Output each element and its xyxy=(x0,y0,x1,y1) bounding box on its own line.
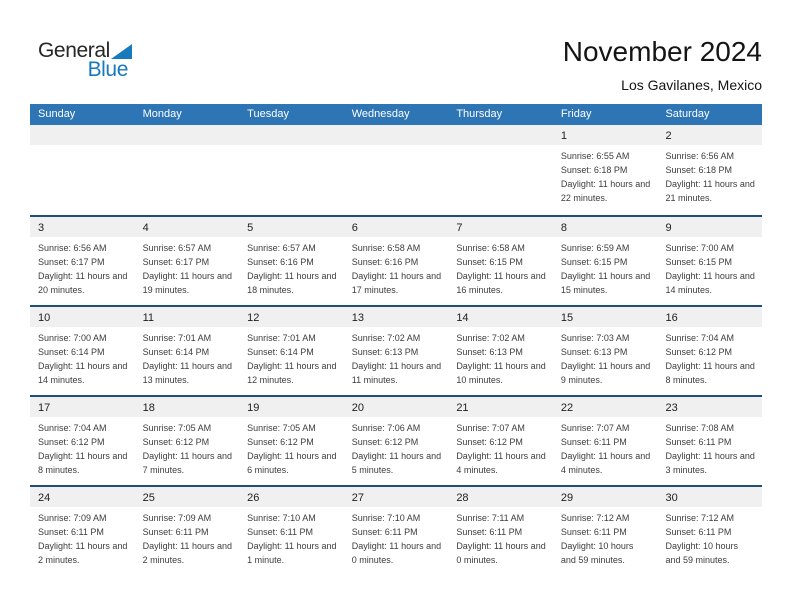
sunrise-text: Sunrise: 7:08 AM xyxy=(665,423,735,433)
day-info xyxy=(239,237,344,297)
day-number-band xyxy=(448,487,553,507)
day-cell-7 xyxy=(448,217,553,305)
day-number-band xyxy=(239,125,344,145)
sunset-text: Sunset: 6:12 PM xyxy=(38,437,105,447)
sunrise-text: Sunrise: 6:57 AM xyxy=(142,243,212,253)
day-info xyxy=(30,417,135,477)
day-cell-4 xyxy=(135,217,240,305)
day-info xyxy=(239,417,344,477)
day-info xyxy=(448,237,553,297)
sunrise-text: Sunrise: 7:04 AM xyxy=(38,423,107,433)
day-cell-11 xyxy=(135,307,240,395)
weekday-header-saturday: Saturday xyxy=(665,108,710,120)
day-number: 28 xyxy=(456,492,469,504)
calendar-table xyxy=(30,104,762,575)
sunset-text: Sunset: 6:18 PM xyxy=(665,165,733,175)
sunset-text: Sunset: 6:12 PM xyxy=(247,437,314,447)
sunset-text: Sunset: 6:13 PM xyxy=(560,347,628,357)
daylight-text: Daylight: 10 hours and 59 minutes. xyxy=(560,541,634,565)
week-row-4 xyxy=(30,395,762,485)
day-info xyxy=(553,417,658,477)
sunset-text: Sunset: 6:16 PM xyxy=(351,257,419,267)
general-blue-logo xyxy=(38,40,130,80)
day-cell-14 xyxy=(448,307,553,395)
day-cell-9 xyxy=(657,217,762,305)
sunset-text: Sunset: 6:11 PM xyxy=(560,527,627,537)
sunset-text: Sunset: 6:15 PM xyxy=(456,257,523,267)
day-info xyxy=(553,145,658,205)
daylight-text: Daylight: 11 hours and 15 minutes. xyxy=(560,271,651,295)
sunrise-text: Sunrise: 6:56 AM xyxy=(38,243,107,253)
day-number-band xyxy=(657,217,762,237)
day-cell-22 xyxy=(553,397,658,485)
day-number: 14 xyxy=(456,312,469,324)
day-number-band xyxy=(135,125,240,145)
day-cell-12 xyxy=(239,307,344,395)
week-row-5 xyxy=(30,485,762,575)
day-number-band xyxy=(135,307,240,327)
day-info xyxy=(135,237,240,297)
day-info xyxy=(657,417,762,477)
daylight-text: Daylight: 11 hours and 9 minutes. xyxy=(560,361,651,385)
sunset-text: Sunset: 6:11 PM xyxy=(38,527,104,537)
weekday-header-monday: Monday xyxy=(142,108,182,120)
day-cell-18 xyxy=(135,397,240,485)
day-info xyxy=(135,327,240,387)
day-info xyxy=(344,507,449,567)
sunrise-text: Sunrise: 7:10 AM xyxy=(351,513,421,523)
daylight-text: Daylight: 11 hours and 5 minutes. xyxy=(351,451,442,475)
daylight-text: Daylight: 11 hours and 0 minutes. xyxy=(456,541,546,565)
sunset-text: Sunset: 6:11 PM xyxy=(142,527,209,537)
sunset-text: Sunset: 6:14 PM xyxy=(247,347,314,357)
day-cell-empty xyxy=(135,125,240,215)
day-number: 1 xyxy=(560,130,568,142)
sunrise-text: Sunrise: 7:12 AM xyxy=(560,513,630,523)
week-row-2 xyxy=(30,215,762,305)
daylight-text: Daylight: 11 hours and 16 minutes. xyxy=(456,271,546,295)
day-number-band xyxy=(344,217,449,237)
day-number: 20 xyxy=(351,402,364,414)
day-number: 2 xyxy=(665,130,672,142)
day-number-band xyxy=(239,487,344,507)
day-number: 26 xyxy=(247,492,260,504)
day-info xyxy=(448,417,553,477)
day-cell-26 xyxy=(239,487,344,575)
sunset-text: Sunset: 6:18 PM xyxy=(560,165,628,175)
sunset-text: Sunset: 6:12 PM xyxy=(456,437,523,447)
day-cell-24 xyxy=(30,487,135,575)
day-cell-28 xyxy=(448,487,553,575)
day-info xyxy=(344,237,449,297)
sunrise-text: Sunrise: 6:58 AM xyxy=(351,243,421,253)
sunrise-text: Sunrise: 7:10 AM xyxy=(247,513,316,523)
sunrise-text: Sunrise: 7:02 AM xyxy=(351,333,421,343)
day-number-band xyxy=(30,125,135,145)
day-number: 7 xyxy=(456,222,463,234)
day-cell-3 xyxy=(30,217,135,305)
sunrise-text: Sunrise: 6:55 AM xyxy=(560,151,630,161)
daylight-text: Daylight: 11 hours and 7 minutes. xyxy=(142,451,232,475)
sunset-text: Sunset: 6:12 PM xyxy=(142,437,210,447)
day-number-band xyxy=(344,487,449,507)
day-number: 16 xyxy=(665,312,678,324)
day-cell-17 xyxy=(30,397,135,485)
day-info xyxy=(344,327,449,387)
day-info xyxy=(135,417,240,477)
sunset-text: Sunset: 6:17 PM xyxy=(142,257,210,267)
sunset-text: Sunset: 6:13 PM xyxy=(351,347,419,357)
daylight-text: Daylight: 11 hours and 6 minutes. xyxy=(247,451,337,475)
sunset-text: Sunset: 6:11 PM xyxy=(560,437,627,447)
day-number: 21 xyxy=(456,402,469,414)
sunrise-text: Sunrise: 7:03 AM xyxy=(560,333,630,343)
day-info xyxy=(657,145,762,205)
daylight-text: Daylight: 11 hours and 0 minutes. xyxy=(351,541,442,565)
day-cell-10 xyxy=(30,307,135,395)
calendar-grid xyxy=(30,125,762,575)
day-cell-16 xyxy=(657,307,762,395)
daylight-text: Daylight: 11 hours and 22 minutes. xyxy=(560,179,651,203)
daylight-text: Daylight: 10 hours and 59 minutes. xyxy=(665,541,739,565)
day-number: 12 xyxy=(247,312,260,324)
day-number-band xyxy=(448,307,553,327)
day-cell-5 xyxy=(239,217,344,305)
day-number: 19 xyxy=(247,402,260,414)
sunset-text: Sunset: 6:11 PM xyxy=(456,527,523,537)
daylight-text: Daylight: 11 hours and 14 minutes. xyxy=(38,361,128,385)
day-info xyxy=(344,417,449,477)
day-info xyxy=(657,327,762,387)
day-info xyxy=(657,237,762,297)
day-number: 13 xyxy=(351,312,364,324)
day-info xyxy=(30,507,135,567)
sunset-text: Sunset: 6:11 PM xyxy=(665,437,732,447)
day-info xyxy=(30,327,135,387)
sunset-text: Sunset: 6:11 PM xyxy=(247,527,314,537)
day-cell-15 xyxy=(553,307,658,395)
day-cell-20 xyxy=(344,397,449,485)
sunrise-text: Sunrise: 7:00 AM xyxy=(38,333,107,343)
sunrise-text: Sunrise: 6:56 AM xyxy=(665,151,735,161)
day-number-band xyxy=(30,307,135,327)
day-cell-8 xyxy=(553,217,658,305)
day-number: 11 xyxy=(142,312,154,324)
weekday-header-tuesday: Tuesday xyxy=(247,108,289,120)
day-info xyxy=(448,327,553,387)
day-info xyxy=(239,507,344,567)
day-number: 15 xyxy=(560,312,574,324)
day-number: 29 xyxy=(560,492,574,504)
weekday-header-row xyxy=(30,104,762,125)
day-number-band xyxy=(553,487,658,507)
day-number-band xyxy=(30,217,135,237)
day-number-band xyxy=(448,217,553,237)
logo-text-general: General xyxy=(38,39,110,62)
day-cell-13 xyxy=(344,307,449,395)
daylight-text: Daylight: 11 hours and 4 minutes. xyxy=(456,451,546,475)
week-row-3 xyxy=(30,305,762,395)
day-number-band xyxy=(553,397,658,417)
weekday-header-wednesday: Wednesday xyxy=(351,108,410,120)
daylight-text: Daylight: 11 hours and 19 minutes. xyxy=(142,271,232,295)
day-number-band xyxy=(135,217,240,237)
day-number: 25 xyxy=(142,492,155,504)
day-number-band xyxy=(239,307,344,327)
day-cell-30 xyxy=(657,487,762,575)
day-number-band xyxy=(344,397,449,417)
sunrise-text: Sunrise: 7:02 AM xyxy=(456,333,525,343)
daylight-text: Daylight: 11 hours and 11 minutes. xyxy=(351,361,442,385)
sunrise-text: Sunrise: 7:09 AM xyxy=(38,513,107,523)
daylight-text: Daylight: 11 hours and 8 minutes. xyxy=(38,451,128,475)
day-cell-1 xyxy=(553,125,658,215)
day-number: 9 xyxy=(665,222,672,234)
daylight-text: Daylight: 11 hours and 14 minutes. xyxy=(665,271,755,295)
month-title: November 2024 xyxy=(562,36,762,67)
sunrise-text: Sunrise: 7:12 AM xyxy=(665,513,735,523)
sunrise-text: Sunrise: 6:59 AM xyxy=(560,243,630,253)
day-number: 23 xyxy=(665,402,678,414)
day-info xyxy=(448,507,553,567)
day-cell-empty xyxy=(30,125,135,215)
daylight-text: Daylight: 11 hours and 10 minutes. xyxy=(456,361,546,385)
sunrise-text: Sunrise: 7:01 AM xyxy=(142,333,212,343)
day-number-band xyxy=(553,217,658,237)
day-cell-6 xyxy=(344,217,449,305)
day-cell-25 xyxy=(135,487,240,575)
day-number-band xyxy=(448,125,553,145)
day-number: 4 xyxy=(142,222,149,234)
day-number-band xyxy=(657,397,762,417)
day-number: 6 xyxy=(351,222,358,234)
title-block xyxy=(563,36,762,93)
daylight-text: Daylight: 11 hours and 2 minutes. xyxy=(142,541,232,565)
day-number: 22 xyxy=(560,402,574,414)
sunrise-text: Sunrise: 7:01 AM xyxy=(247,333,316,343)
sunrise-text: Sunrise: 7:07 AM xyxy=(560,423,630,433)
weekday-header-thursday: Thursday xyxy=(456,108,503,120)
sunset-text: Sunset: 6:12 PM xyxy=(351,437,419,447)
day-number-band xyxy=(553,307,658,327)
daylight-text: Daylight: 11 hours and 8 minutes. xyxy=(665,361,755,385)
sunrise-text: Sunrise: 6:58 AM xyxy=(456,243,525,253)
day-info xyxy=(657,507,762,567)
day-info xyxy=(553,327,658,387)
sunrise-text: Sunrise: 7:00 AM xyxy=(665,243,735,253)
day-number: 10 xyxy=(38,312,51,324)
sunset-text: Sunset: 6:13 PM xyxy=(456,347,523,357)
daylight-text: Daylight: 11 hours and 12 minutes. xyxy=(247,361,337,385)
day-cell-2 xyxy=(657,125,762,215)
sunrise-text: Sunrise: 7:05 AM xyxy=(247,423,316,433)
day-number-band xyxy=(239,397,344,417)
week-row-1 xyxy=(30,125,762,215)
day-number-band xyxy=(135,397,240,417)
day-cell-19 xyxy=(239,397,344,485)
day-number: 18 xyxy=(142,402,155,414)
sunrise-text: Sunrise: 7:11 AM xyxy=(456,513,525,523)
day-cell-empty xyxy=(344,125,449,215)
sunrise-text: Sunrise: 7:04 AM xyxy=(665,333,735,343)
day-cell-29 xyxy=(553,487,658,575)
sunset-text: Sunset: 6:14 PM xyxy=(142,347,210,357)
day-number-band xyxy=(448,397,553,417)
day-info xyxy=(553,507,658,567)
day-number-band xyxy=(344,307,449,327)
day-cell-empty xyxy=(448,125,553,215)
logo-text-blue: Blue xyxy=(87,58,128,81)
day-number-band xyxy=(657,487,762,507)
sunrise-text: Sunrise: 7:07 AM xyxy=(456,423,525,433)
day-number: 27 xyxy=(351,492,364,504)
daylight-text: Daylight: 11 hours and 17 minutes. xyxy=(351,271,442,295)
day-cell-23 xyxy=(657,397,762,485)
sunset-text: Sunset: 6:16 PM xyxy=(247,257,314,267)
day-number: 5 xyxy=(247,222,254,234)
daylight-text: Daylight: 11 hours and 18 minutes. xyxy=(247,271,337,295)
day-number: 8 xyxy=(560,222,568,234)
sunrise-text: Sunrise: 7:06 AM xyxy=(351,423,421,433)
day-number: 3 xyxy=(38,222,45,234)
day-number: 17 xyxy=(38,402,51,414)
weekday-header-friday: Friday xyxy=(560,108,592,120)
sunrise-text: Sunrise: 7:09 AM xyxy=(142,513,212,523)
day-info xyxy=(30,237,135,297)
sunset-text: Sunset: 6:15 PM xyxy=(560,257,628,267)
day-number: 30 xyxy=(665,492,678,504)
location-subtitle: Los Gavilanes, Mexico xyxy=(621,77,762,94)
day-number-band xyxy=(239,217,344,237)
day-number-band xyxy=(657,307,762,327)
sunset-text: Sunset: 6:17 PM xyxy=(38,257,105,267)
day-number-band xyxy=(30,487,135,507)
day-number-band xyxy=(657,125,762,145)
day-info xyxy=(553,237,658,297)
weekday-header-sunday: Sunday xyxy=(38,108,76,120)
day-number-band xyxy=(135,487,240,507)
day-cell-empty xyxy=(239,125,344,215)
sunset-text: Sunset: 6:11 PM xyxy=(351,527,418,537)
logo-triangle-icon xyxy=(111,44,132,59)
day-cell-21 xyxy=(448,397,553,485)
daylight-text: Daylight: 11 hours and 21 minutes. xyxy=(665,179,755,203)
day-number-band xyxy=(344,125,449,145)
sunset-text: Sunset: 6:15 PM xyxy=(665,257,733,267)
daylight-text: Daylight: 11 hours and 3 minutes. xyxy=(665,451,755,475)
sunrise-text: Sunrise: 6:57 AM xyxy=(247,243,316,253)
daylight-text: Daylight: 11 hours and 13 minutes. xyxy=(142,361,232,385)
day-cell-27 xyxy=(344,487,449,575)
sunset-text: Sunset: 6:12 PM xyxy=(665,347,733,357)
sunset-text: Sunset: 6:11 PM xyxy=(665,527,732,537)
sunset-text: Sunset: 6:14 PM xyxy=(38,347,105,357)
day-number-band xyxy=(553,125,658,145)
day-info xyxy=(135,507,240,567)
daylight-text: Daylight: 11 hours and 4 minutes. xyxy=(560,451,651,475)
daylight-text: Daylight: 11 hours and 1 minute. xyxy=(247,541,337,565)
sunrise-text: Sunrise: 7:05 AM xyxy=(142,423,212,433)
day-info xyxy=(239,327,344,387)
daylight-text: Daylight: 11 hours and 20 minutes. xyxy=(38,271,128,295)
daylight-text: Daylight: 11 hours and 2 minutes. xyxy=(38,541,128,565)
day-number-band xyxy=(30,397,135,417)
day-number: 24 xyxy=(38,492,51,504)
